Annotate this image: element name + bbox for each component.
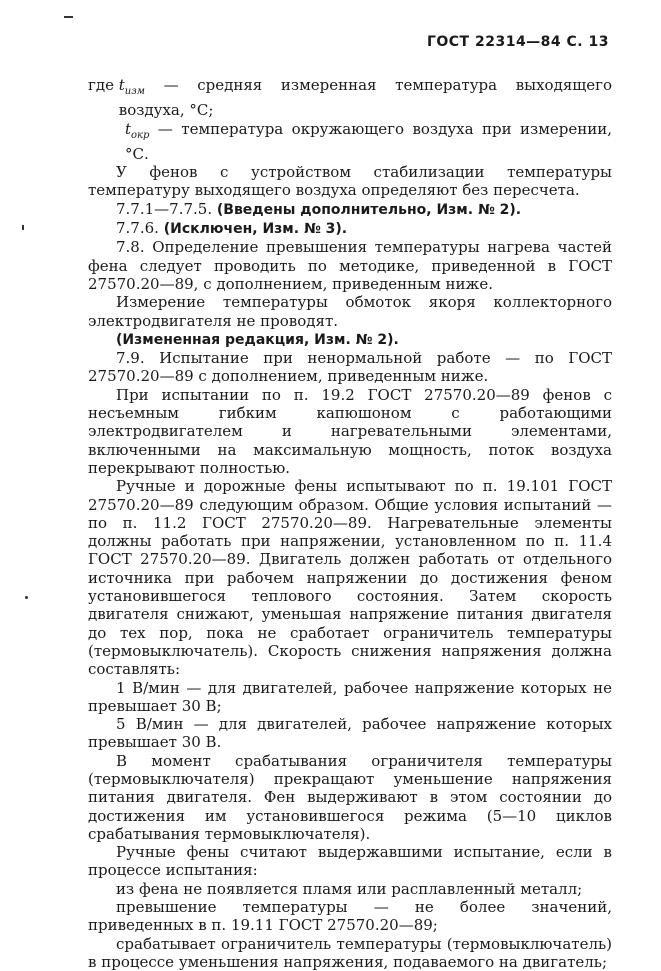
paragraph: У фенов с устройством стабилизации температуры температуру выходящего воздуха определяют без пересчета. bbox=[88, 163, 612, 200]
list-item: 5 В/мин — для двигателей, рабочее напряжение которых превышает 30 В. bbox=[88, 715, 612, 752]
paragraph: Ручные и дорожные фены испытывают по п. 19.101 ГОСТ 27570.20—89 следующим образом. Общие условия испытаний — по п. 11.2 ГОСТ 27570.20—89. Нагревательные элементы должны работать при напряжении, установленном по п. 11.4 ГОСТ 27570.20—89. Двигатель должен работать от отдельного источника при рабочем напряжении до достижения феном установившегося теплового состояния. Затем скорость двигателя снижают, уменьшая напряжение питания двигателя до тех пор, пока не сработает ограничитель температуры (термовыключатель). Скорость снижения напряжения должна составлять: bbox=[88, 477, 612, 679]
symbol-t: t bbox=[118, 76, 125, 94]
clause-number: 7.7.6. bbox=[116, 219, 164, 238]
paragraph: Измерение температуры обмоток якоря коллекторного электродвигателя не проводят. bbox=[88, 293, 612, 330]
list-item: превышение температуры — не более значений, приведенных в п. 19.11 ГОСТ 27570.20—89; bbox=[88, 898, 612, 935]
symbol-subscript: окр bbox=[131, 129, 150, 141]
clause-number: 7.7.1—7.7.5. bbox=[116, 199, 217, 218]
amendment-text: (Исключен, Изм. № 3). bbox=[163, 221, 348, 238]
paragraph: 7.9. Испытание при ненормальной работе — по ГОСТ 27570.20—89 с дополнением, приведенным ниже. bbox=[88, 349, 612, 386]
definition-t-okr bbox=[88, 120, 612, 164]
list-item: 1 В/мин — для двигателей, рабочее напряжение которых не превышает 30 В; bbox=[88, 678, 612, 715]
definition-desc: — температура окружающего воздуха при измерении, °С. bbox=[125, 119, 612, 163]
paragraph: Ручные фены считают выдержавшими испытание, если в процессе испытания: bbox=[88, 843, 612, 880]
amendment-note bbox=[88, 200, 612, 219]
definition-lead: где bbox=[88, 76, 119, 94]
definition-desc: — средняя измеренная температура выходящего воздуха, °С; bbox=[118, 76, 612, 120]
scan-speck bbox=[25, 596, 28, 599]
paragraph: 7.8. Определение превышения температуры нагрева частей фена следует проводить по методике, приведенной в ГОСТ 27570.20—89, с дополнением, приведенным ниже. bbox=[88, 238, 612, 293]
amendment-note bbox=[88, 219, 612, 238]
definition-text bbox=[119, 76, 612, 120]
document-body bbox=[88, 76, 612, 971]
list-item: срабатывает ограничитель температуры (термовыключатель) в процессе уменьшения напряжения, подаваемого на двигатель; bbox=[88, 934, 612, 971]
list-item: из фена не появляется пламя или расплавленный металл; bbox=[116, 879, 583, 898]
scan-speck bbox=[22, 225, 24, 230]
page-header: ГОСТ 22314—84 С. 13 bbox=[426, 34, 609, 50]
symbol-t: t bbox=[125, 119, 132, 138]
amendment-text: (Введены дополнительно, Изм. № 2). bbox=[216, 201, 522, 218]
scan-speck bbox=[64, 16, 73, 18]
amendment-note bbox=[88, 330, 612, 349]
paragraph: В момент срабатывания ограничителя температуры (термовыключателя) прекращают уменьшение напряжения питания двигателя. Фен выдерживают в этом состоянии до достижения им установившегося режима (5—10 циклов срабатывания термовыключателя). bbox=[88, 751, 612, 843]
amendment-text: (Измененная редакция, Изм. № 2). bbox=[116, 331, 399, 348]
paragraph: При испытании по п. 19.2 ГОСТ 27570.20—89 фенов с несъемным гибким капюшоном с работающими электродвигателем и нагревательными элементами, включенными на максимальную мощность, поток воздуха перекрывают полностью. bbox=[88, 385, 612, 477]
definition-t-izm bbox=[88, 76, 612, 120]
symbol-subscript: изм bbox=[124, 86, 145, 97]
